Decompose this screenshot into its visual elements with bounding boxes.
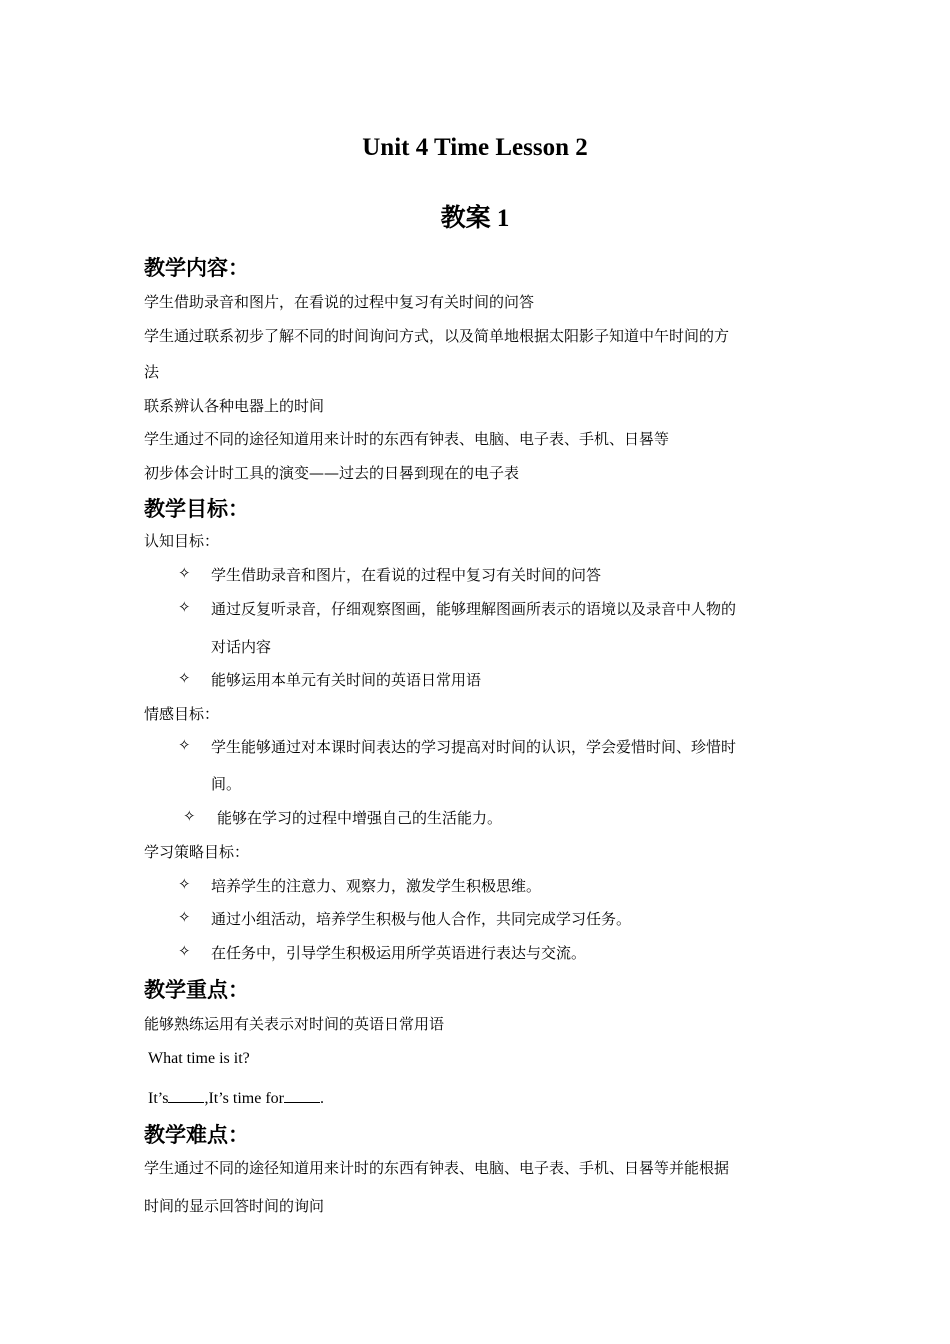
difficult-line: 学生通过不同的途径知道用来计时的东西有钟表、电脑、电子表、手机、日晷等并能根据 — [144, 1159, 730, 1177]
key-answer-part: It’s — [148, 1090, 169, 1107]
affective-item: 学生能够通过对本课时间表达的学习提高对时间的认识，学会爱惜时间、珍惜时 — [211, 738, 737, 756]
cognitive-item: 通过反复听录音，仔细观察图画，能够理解图画所表示的语境以及录音中人物的 — [211, 600, 737, 618]
content-line: 学生通过联系初步了解不同的时间询问方式，以及简单地根据太阳影子知道中午时间的方 — [144, 327, 730, 345]
cognitive-item: 学生借助录音和图片，在看说的过程中复习有关时间的问答 — [211, 566, 602, 584]
content-line: 学生借助录音和图片，在看说的过程中复习有关时间的问答 — [144, 293, 535, 311]
diamond-bullet-icon: ✧ — [178, 942, 191, 960]
key-answer-part: . — [320, 1090, 324, 1107]
diamond-bullet-icon: ✧ — [178, 564, 191, 582]
goals-heading: 教学目标： — [144, 497, 249, 521]
key-answer — [148, 1088, 324, 1108]
strategy-item: 在任务中，引导学生积极运用所学英语进行表达与交流。 — [211, 944, 587, 962]
diamond-bullet-icon: ✧ — [178, 908, 191, 926]
affective-label: 情感目标： — [144, 705, 220, 723]
diamond-bullet-icon: ✧ — [178, 875, 191, 893]
strategy-label: 学习策略目标： — [144, 843, 250, 861]
key-answer-part: ,It’s time for — [204, 1090, 284, 1107]
content-line: 联系辨认各种电器上的时间 — [144, 397, 325, 415]
content-line: 法 — [144, 363, 160, 381]
affective-item: 能够在学习的过程中增强自己的生活能力。 — [217, 809, 503, 827]
diamond-bullet-icon: ✧ — [178, 598, 191, 616]
cognitive-item-continuation: 对话内容 — [211, 638, 272, 656]
fill-blank — [284, 1088, 320, 1103]
cognitive-label: 认知目标： — [144, 532, 220, 550]
strategy-item: 培养学生的注意力、观察力，激发学生积极思维。 — [211, 877, 542, 895]
content-line: 学生通过不同的途径知道用来计时的东西有钟表、电脑、电子表、手机、日晷等 — [144, 430, 670, 448]
cognitive-item: 能够运用本单元有关时间的英语日常用语 — [211, 671, 482, 689]
content-heading: 教学内容： — [144, 256, 249, 280]
diamond-bullet-icon: ✧ — [178, 736, 191, 754]
difficult-line: 时间的显示回答时间的询问 — [144, 1197, 325, 1215]
diamond-bullet-icon: ✧ — [178, 669, 191, 687]
key-question: What time is it? — [148, 1050, 250, 1067]
content-line: 初步体会计时工具的演变——过去的日晷到现在的电子表 — [144, 464, 520, 482]
key-line: 能够熟练运用有关表示对时间的英语日常用语 — [144, 1015, 445, 1033]
difficult-heading: 教学难点： — [144, 1123, 249, 1147]
document-subtitle: 教案 1 — [440, 205, 510, 232]
fill-blank — [168, 1088, 204, 1103]
key-heading: 教学重点： — [144, 978, 249, 1002]
affective-item-continuation: 间。 — [211, 775, 242, 793]
document-title: Unit 4 Time Lesson 2 — [362, 134, 588, 161]
diamond-bullet-icon: ✧ — [183, 807, 196, 825]
strategy-item: 通过小组活动，培养学生积极与他人合作，共同完成学习任务。 — [211, 910, 632, 928]
